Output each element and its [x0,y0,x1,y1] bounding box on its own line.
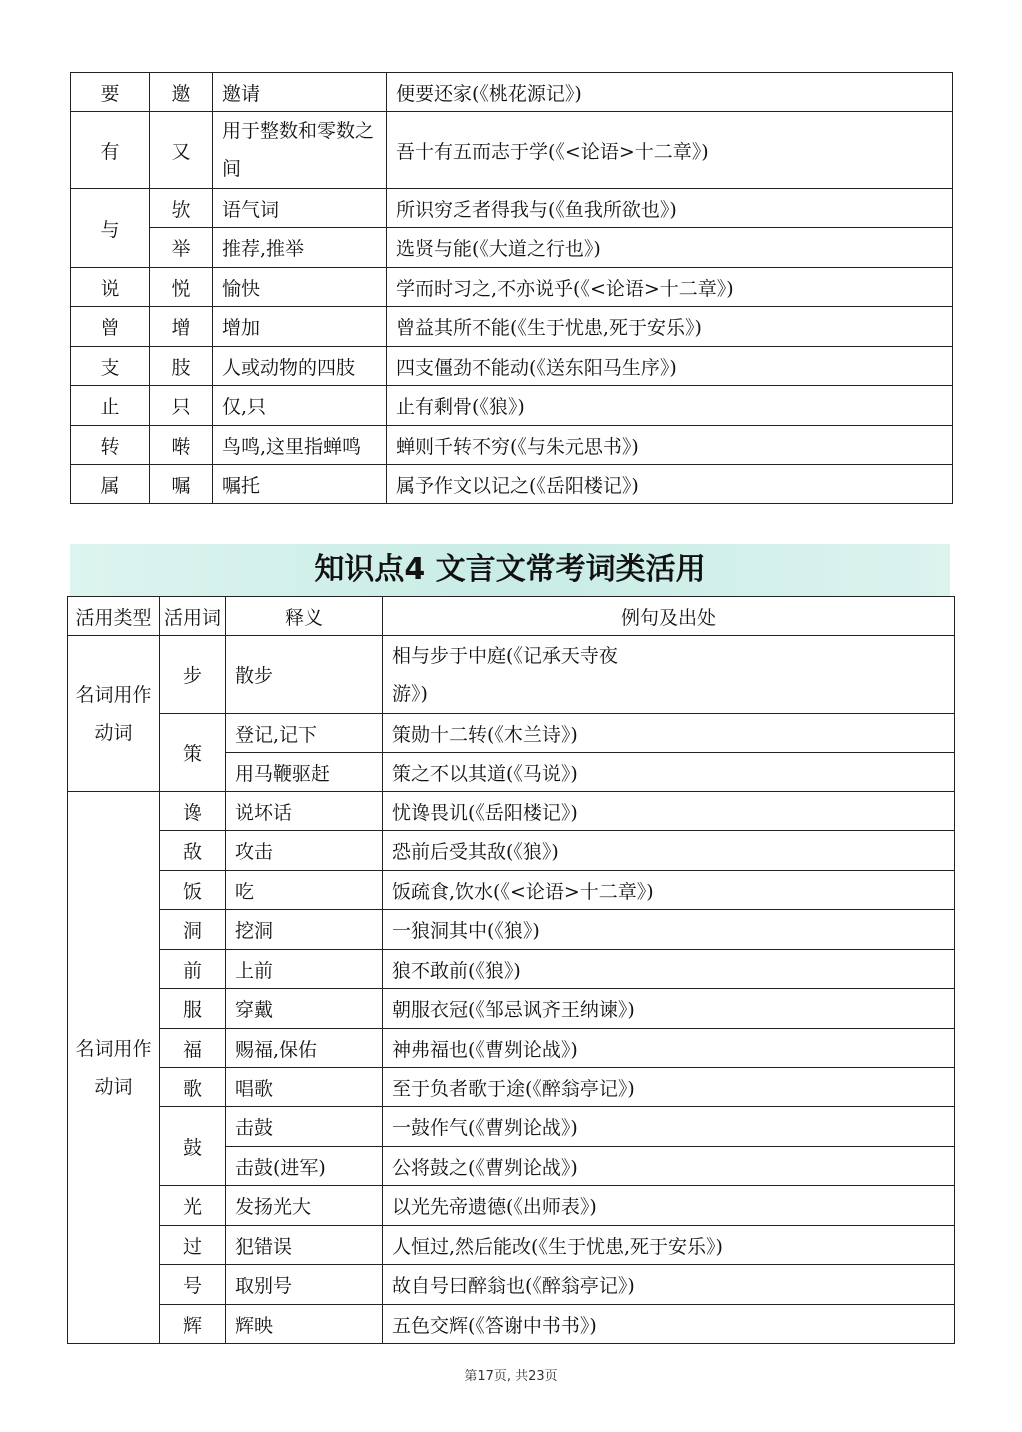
table-row [68,1068,955,1107]
usage-type: 名词用作动词 [68,792,160,1344]
orig-char: 有 [71,112,150,189]
example-cell: 止有剩骨(《狼》) [387,386,953,426]
meaning-cell: 语气词 [213,189,387,228]
meaning-cell: 击鼓 [226,1107,383,1147]
orig-char: 说 [71,268,150,307]
table-row [71,347,953,386]
word-cell: 洞 [160,910,226,950]
example-cell: 选贤与能(《大道之行也》) [387,228,953,268]
table-row [68,636,955,714]
tong-char: 又 [150,112,213,189]
word-cell: 歌 [160,1068,226,1107]
example-cell: 狼不敢前(《狼》) [383,950,955,989]
word-cell: 辉 [160,1305,226,1344]
orig-char: 转 [71,426,150,465]
table-row [68,714,955,753]
section-title: 知识点4 文言文常考词类活用 [70,544,950,596]
table-row [71,112,953,189]
tongjiazi-table [70,72,953,504]
example-cell: 属予作文以记之(《岳阳楼记》) [387,465,953,504]
table-row [68,950,955,989]
header-meaning: 释义 [226,597,383,636]
meaning-cell: 赐福,保佑 [226,1029,383,1068]
tong-char: 嘱 [150,465,213,504]
example-cell: 人恒过,然后能改(《生于忧患,死于安乐》) [383,1226,955,1265]
table-row [71,189,953,228]
meaning-cell: 愉快 [213,268,387,307]
meaning-cell: 邀请 [213,73,387,112]
meaning-cell: 人或动物的四肢 [213,347,387,386]
meaning-cell: 登记,记下 [226,714,383,753]
tong-char: 增 [150,307,213,347]
orig-char: 曾 [71,307,150,347]
meaning-cell: 用马鞭驱赶 [226,753,383,792]
table-row [71,228,953,268]
table-row [68,1265,955,1305]
table-row [68,1186,955,1226]
table-row [68,910,955,950]
table-row [71,73,953,112]
tong-char: 举 [150,228,213,268]
meaning-cell: 挖洞 [226,910,383,950]
meaning-cell: 散步 [226,636,383,714]
tong-char: 邀 [150,73,213,112]
example-cell: 蝉则千转不穷(《与朱元思书》) [387,426,953,465]
example-cell: 四支僵劲不能动(《送东阳马生序》) [387,347,953,386]
table-row [71,386,953,426]
orig-char: 支 [71,347,150,386]
cilei-huoyong-table [67,596,955,1344]
example-cell [383,636,955,714]
example-cell: 五色交辉(《答谢中书书》) [383,1305,955,1344]
orig-char: 要 [71,73,150,112]
tong-char: 啭 [150,426,213,465]
word-cell: 敌 [160,831,226,871]
word-cell: 光 [160,1186,226,1226]
table-row [68,792,955,831]
meaning-cell: 辉映 [226,1305,383,1344]
meaning-cell: 推荐,推举 [213,228,387,268]
meaning-cell: 说坏话 [226,792,383,831]
example-cell: 至于负者歌于途(《醉翁亭记》) [383,1068,955,1107]
word-cell: 服 [160,989,226,1029]
meaning-cell: 取别号 [226,1265,383,1305]
example-cell: 吾十有五而志于学(《<论语>十二章》) [387,112,953,189]
word-cell: 过 [160,1226,226,1265]
table-row [71,307,953,347]
usage-type: 名词用作动词 [68,636,160,792]
meaning-cell: 唱歌 [226,1068,383,1107]
header-type: 活用类型 [68,597,160,636]
table-row [68,1305,955,1344]
table-row [68,1226,955,1265]
table-row [71,268,953,307]
example-cell: 故自号曰醉翁也(《醉翁亭记》) [383,1265,955,1305]
example-cell: 学而时习之,不亦说乎(《<论语>十二章》) [387,268,953,307]
example-cell: 恐前后受其敌(《狼》) [383,831,955,871]
example-cell: 策之不以其道(《马说》) [383,753,955,792]
word-cell: 鼓 [160,1107,226,1186]
example-text: 相与步于中庭(《记承天寺夜游》) [392,644,618,705]
table-row [68,871,955,910]
table-row [68,831,955,871]
word-cell: 福 [160,1029,226,1068]
example-cell: 饭疏食,饮水(《<论语>十二章》) [383,871,955,910]
word-cell: 步 [160,636,226,714]
table-row [68,989,955,1029]
page-number: 第17页, 共23页 [464,1369,558,1384]
meaning-cell: 仅,只 [213,386,387,426]
meaning-cell: 发扬光大 [226,1186,383,1226]
example-cell: 忧谗畏讥(《岳阳楼记》) [383,792,955,831]
example-cell: 一鼓作气(《曹刿论战》) [383,1107,955,1147]
tong-char: 肢 [150,347,213,386]
meaning-cell: 吃 [226,871,383,910]
example-cell: 策勋十二转(《木兰诗》) [383,714,955,753]
meaning-cell: 攻击 [226,831,383,871]
word-cell: 谗 [160,792,226,831]
meaning-cell: 鸟鸣,这里指蝉鸣 [213,426,387,465]
word-cell: 饭 [160,871,226,910]
example-cell: 便要还家(《桃花源记》) [387,73,953,112]
example-cell: 以光先帝遗德(《出师表》) [383,1186,955,1226]
tong-char: 只 [150,386,213,426]
table-row [68,1029,955,1068]
example-cell: 公将鼓之(《曹刿论战》) [383,1147,955,1186]
meaning-cell: 击鼓(进军) [226,1147,383,1186]
meaning-cell: 用于整数和零数之间 [213,112,387,189]
orig-char: 止 [71,386,150,426]
orig-char: 与 [71,189,150,268]
header-word: 活用词 [160,597,226,636]
meaning-cell: 犯错误 [226,1226,383,1265]
word-cell: 前 [160,950,226,989]
header-example: 例句及出处 [383,597,955,636]
word-cell: 策 [160,714,226,792]
example-cell: 曾益其所不能(《生于忧患,死于安乐》) [387,307,953,347]
example-cell: 所识穷乏者得我与(《鱼我所欲也》) [387,189,953,228]
table-row [68,1107,955,1147]
orig-char: 属 [71,465,150,504]
example-cell: 朝服衣冠(《邹忌讽齐王纳谏》) [383,989,955,1029]
word-cell: 号 [160,1265,226,1305]
meaning-cell: 增加 [213,307,387,347]
meaning-cell: 穿戴 [226,989,383,1029]
table-row [71,426,953,465]
tong-char: 悦 [150,268,213,307]
table-row [71,465,953,504]
tong-char: 欤 [150,189,213,228]
meaning-cell: 上前 [226,950,383,989]
header-row [68,597,955,636]
meaning-cell: 嘱托 [213,465,387,504]
example-cell: 神弗福也(《曹刿论战》) [383,1029,955,1068]
example-cell: 一狼洞其中(《狼》) [383,910,955,950]
